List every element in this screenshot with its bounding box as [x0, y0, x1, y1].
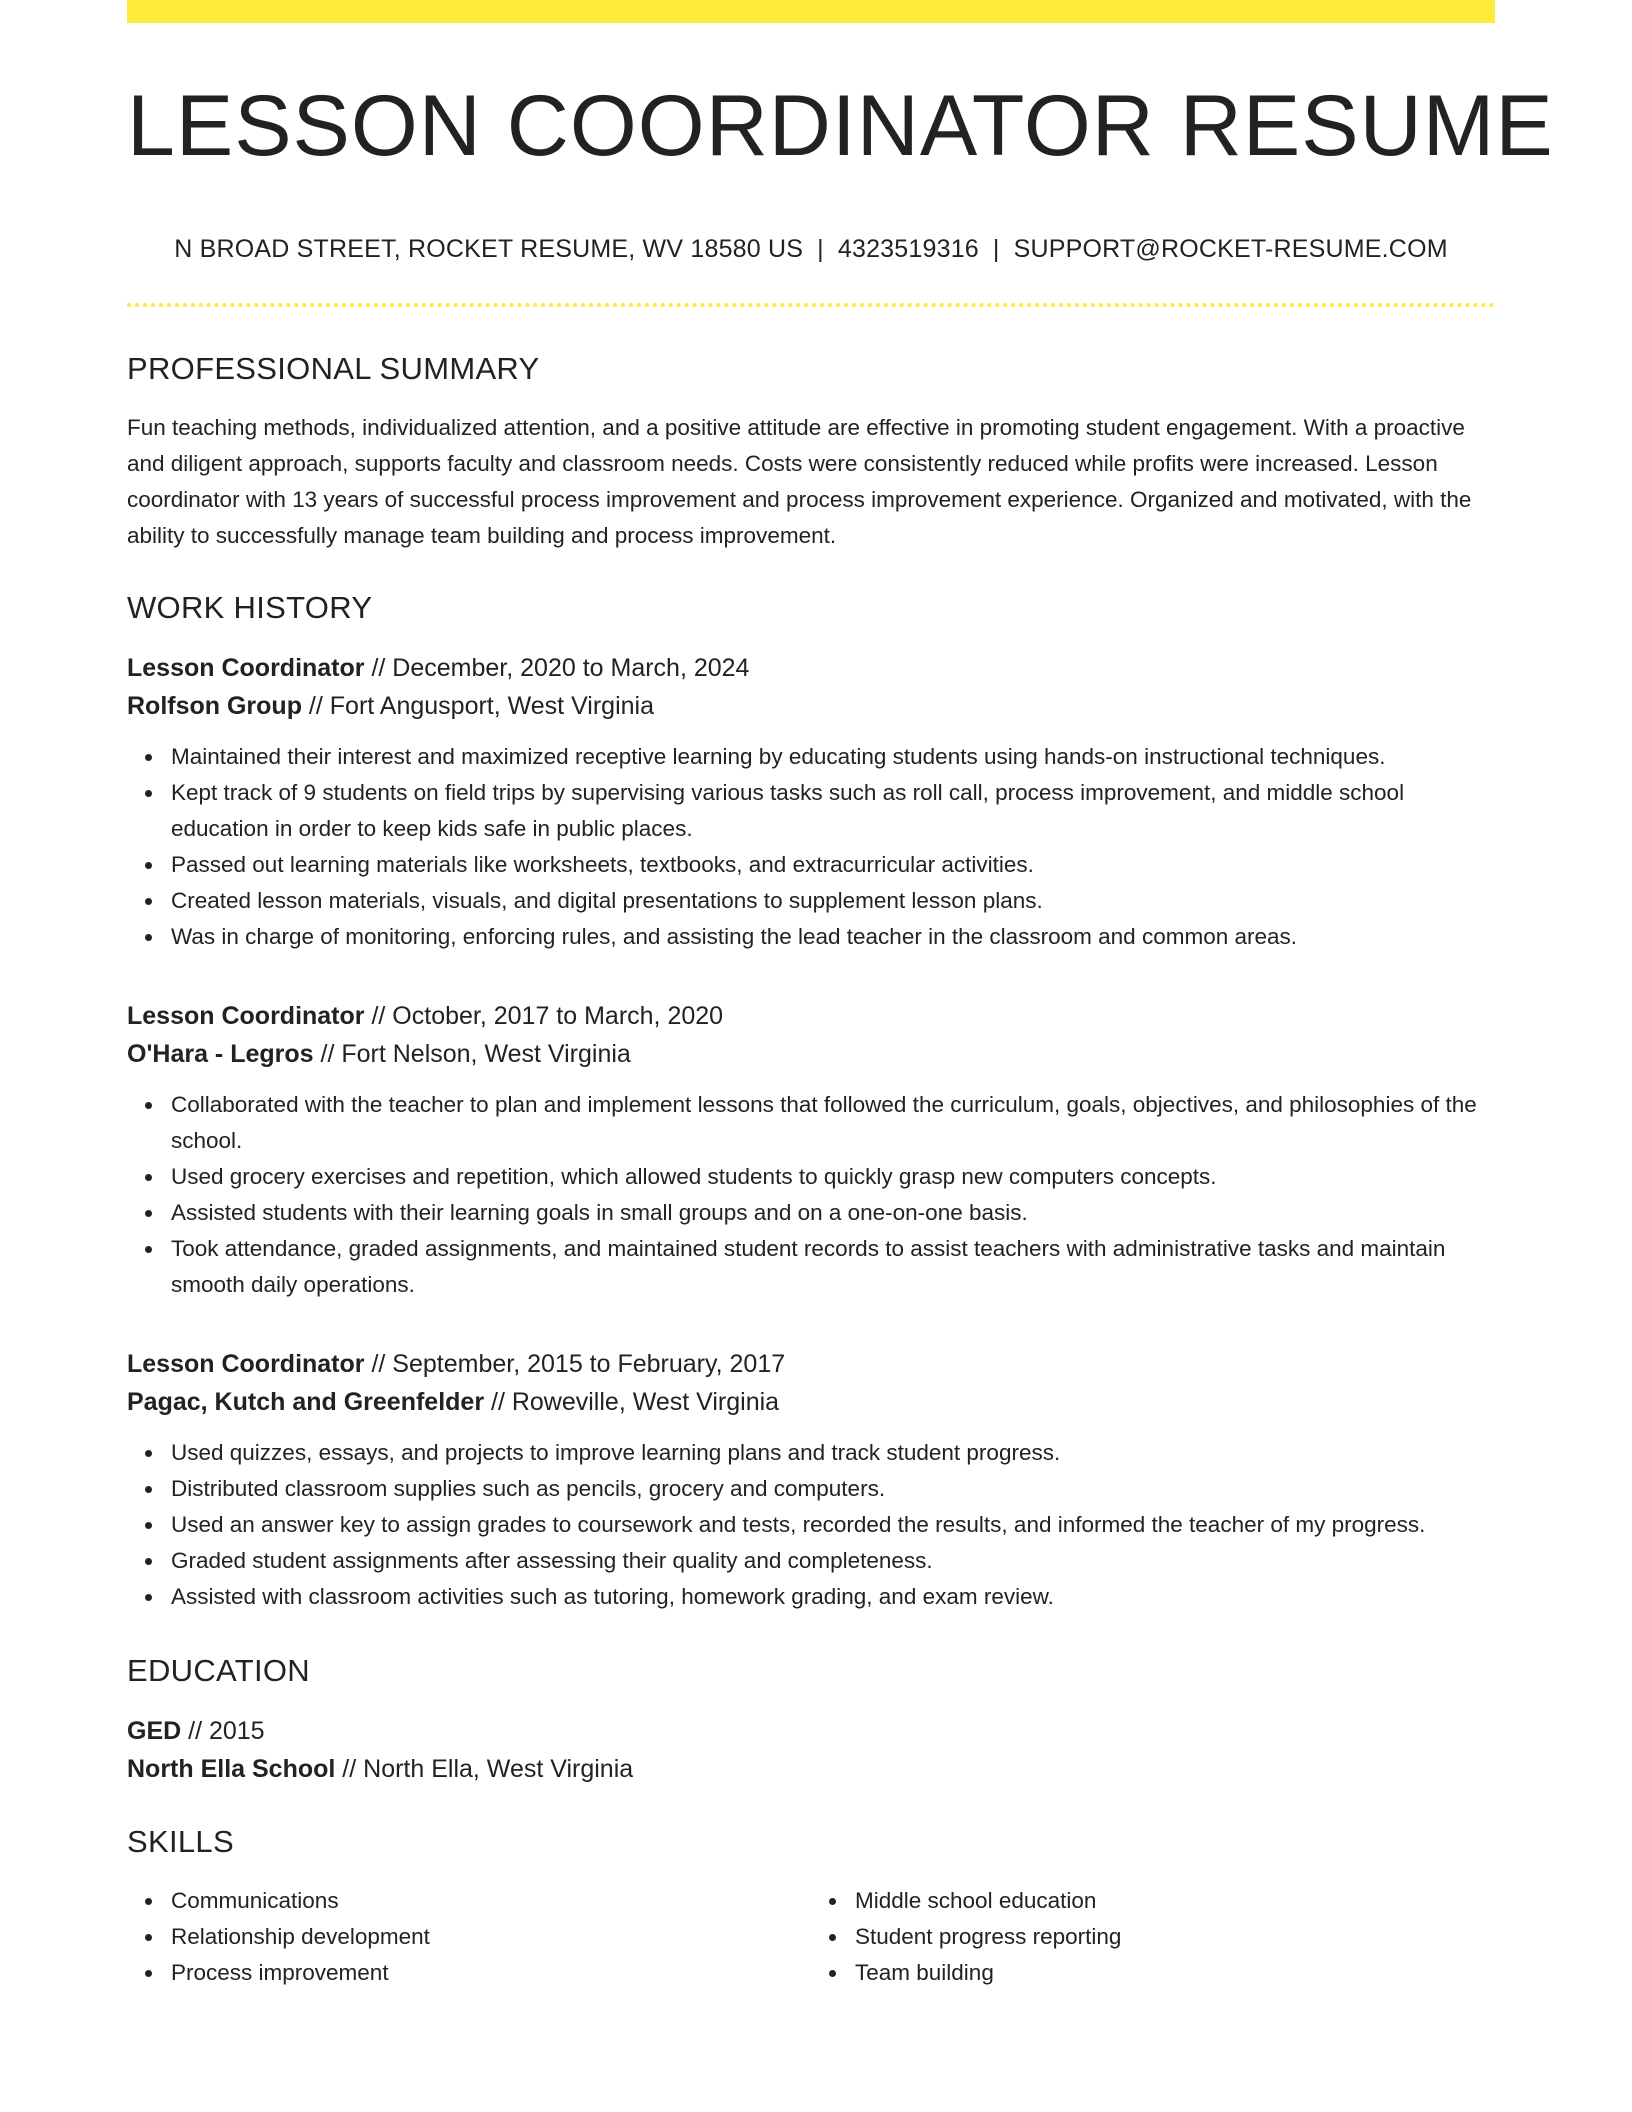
education-degree: GED	[127, 1717, 182, 1745]
contact-email: SUPPORT@ROCKET-RESUME.COM	[1013, 235, 1448, 263]
job-bullet: Took attendance, graded assignments, and maintained student records to assist teachers with administrative tasks and maintain smooth daily operations.	[171, 1231, 1495, 1303]
job-bullet: Maintained their interest and maximized receptive learning by educating students using hands-on instructional techniques.	[171, 739, 1495, 775]
job-bullet: Distributed classroom supplies such as pencils, grocery and computers.	[171, 1471, 1495, 1507]
resume-page	[127, 0, 1554, 1991]
resume-title: LESSON COORDINATOR RESUME	[127, 78, 1554, 174]
job-title-line	[127, 649, 1495, 687]
job-title-line	[127, 1345, 1495, 1383]
job-company-line	[127, 1383, 1495, 1421]
job-bullet: Assisted with classroom activities such as tutoring, homework grading, and exam review.	[171, 1579, 1495, 1615]
education-entry	[127, 1712, 1495, 1788]
contact-phone: 4323519316	[837, 235, 979, 263]
job-entry	[127, 649, 1495, 955]
job-dates: // October, 2017 to March, 2020	[364, 1002, 724, 1030]
job-bullets	[127, 1087, 1495, 1303]
job-bullet: Used quizzes, essays, and projects to improve learning plans and track student progress.	[171, 1435, 1495, 1471]
job-bullet: Graded student assignments after assessing their quality and completeness.	[171, 1543, 1495, 1579]
summary-heading: PROFESSIONAL SUMMARY	[127, 351, 540, 386]
job-title: Lesson Coordinator	[127, 654, 365, 682]
job-bullet: Collaborated with the teacher to plan and implement lessons that followed the curriculum, goals, objectives, and philosophies of the school.	[171, 1087, 1495, 1159]
job-company: Rolfson Group	[127, 692, 302, 720]
job-bullet: Passed out learning materials like worksheets, textbooks, and extracurricular activities.	[171, 847, 1495, 883]
job-dates: // September, 2015 to February, 2017	[364, 1350, 786, 1378]
summary-text: Fun teaching methods, individualized attention, and a positive attitude are effective in promoting student engagement. With a proactive and diligent approach, supports faculty and classroom needs. Costs were consistently reduced while profits were increased. Lesson coordinator with 13 years of successful process improvement and process improvement experience. Organized and motivated, with the ability to successfully manage team building and process improvement.	[127, 415, 1472, 548]
contact-separator: |	[817, 235, 824, 263]
job-bullets	[127, 1435, 1495, 1615]
job-title-line	[127, 997, 1495, 1035]
job-bullet: Was in charge of monitoring, enforcing rules, and assisting the lead teacher in the classroom and common areas.	[171, 919, 1495, 955]
job-title: Lesson Coordinator	[127, 1002, 365, 1030]
job-bullet: Used an answer key to assign grades to coursework and tests, recorded the results, and informed the teacher of my progress.	[171, 1507, 1495, 1543]
job-bullet: Created lesson materials, visuals, and digital presentations to supplement lesson plans.	[171, 883, 1495, 919]
education-school: North Ella School	[127, 1755, 336, 1783]
education-location: // North Ella, West Virginia	[335, 1755, 634, 1783]
job-location: // Roweville, West Virginia	[484, 1388, 780, 1416]
header-divider	[127, 303, 1495, 307]
education-year: // 2015	[181, 1717, 265, 1745]
job-location: // Fort Angusport, West Virginia	[301, 692, 654, 720]
job-title: Lesson Coordinator	[127, 1350, 365, 1378]
skills-grid	[127, 1883, 1495, 1991]
job-bullet: Kept track of 9 students on field trips by supervising various tasks such as roll call, process improvement, and middle school education in order to keep kids safe in public places.	[171, 775, 1495, 847]
job-dates: // December, 2020 to March, 2024	[364, 654, 750, 682]
skills-column-left	[127, 1883, 811, 1991]
skill-item: Student progress reporting	[855, 1919, 1495, 1955]
job-bullet: Assisted students with their learning goals in small groups and on a one-on-one basis.	[171, 1195, 1495, 1231]
skills-heading: SKILLS	[127, 1824, 234, 1859]
job-company-line	[127, 687, 1495, 725]
job-company: O'Hara - Legros	[127, 1040, 314, 1068]
contact-separator: |	[992, 235, 1000, 263]
education-degree-line	[127, 1712, 1495, 1750]
skills-column-right	[811, 1883, 1495, 1991]
job-company-line	[127, 1035, 1495, 1073]
job-entry	[127, 997, 1495, 1303]
skill-item: Team building	[855, 1955, 1495, 1991]
skill-item: Relationship development	[171, 1919, 811, 1955]
job-entry	[127, 1345, 1495, 1615]
contact-address: N BROAD STREET, ROCKET RESUME, WV 18580 US	[174, 235, 804, 263]
skill-item: Middle school education	[855, 1883, 1495, 1919]
contact-line	[127, 235, 1495, 264]
work-history-heading: WORK HISTORY	[127, 590, 373, 625]
skill-item: Communications	[171, 1883, 811, 1919]
job-location: // Fort Nelson, West Virginia	[313, 1040, 631, 1068]
job-bullet: Used grocery exercises and repetition, which allowed students to quickly grasp new computers concepts.	[171, 1159, 1495, 1195]
education-heading: EDUCATION	[127, 1653, 310, 1688]
education-school-line	[127, 1750, 1495, 1788]
job-company: Pagac, Kutch and Greenfelder	[127, 1388, 485, 1416]
top-accent-bar	[127, 0, 1495, 23]
job-bullets	[127, 739, 1495, 955]
skill-item: Process improvement	[171, 1955, 811, 1991]
